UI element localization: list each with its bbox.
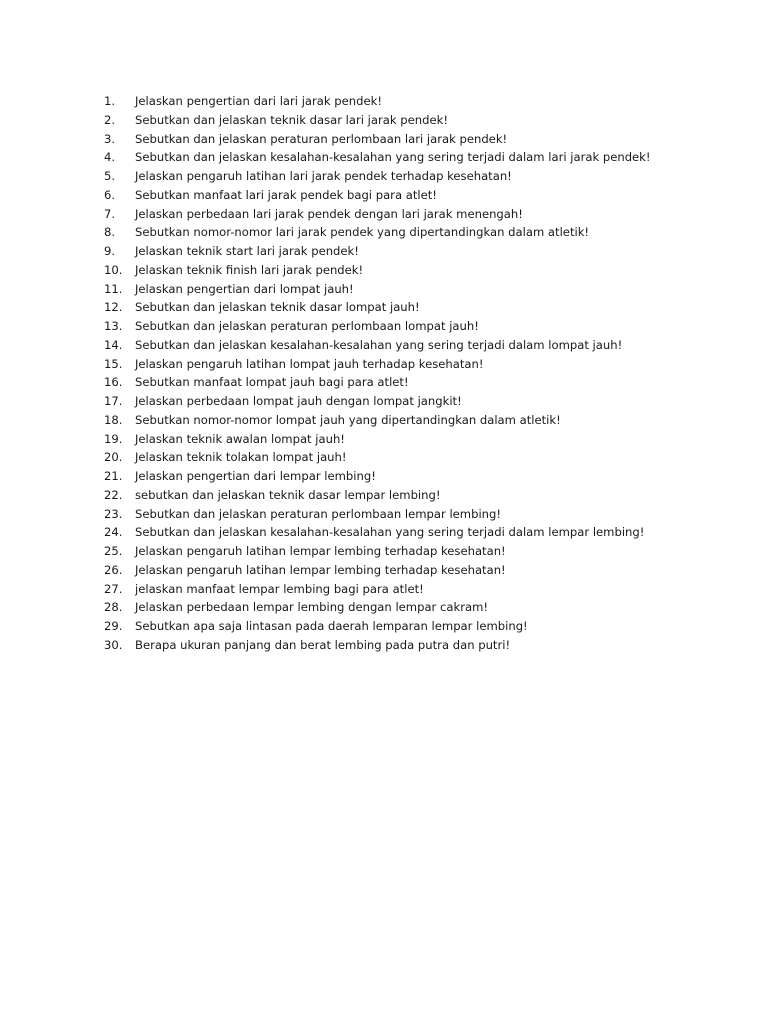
question-text: jelaskan manfaat lempar lembing bagi para atlet! [135, 581, 424, 596]
question-number: 25. [104, 544, 123, 558]
question-item [104, 92, 744, 111]
question-text: Jelaskan teknik finish lari jarak pendek! [135, 262, 364, 277]
question-number: 21. [104, 469, 123, 483]
question-text: Sebutkan dan jelaskan peraturan perlombaan lompat jauh! [135, 319, 479, 333]
question-item [104, 523, 744, 542]
question-item [104, 448, 744, 467]
question-item [104, 505, 744, 524]
question-item [104, 167, 744, 186]
question-item [104, 561, 744, 580]
question-item [104, 280, 744, 299]
question-text: Jelaskan pengertian dari lari jarak pendek! [135, 94, 382, 108]
question-text: Jelaskan pengaruh latihan lempar lembing terhadap kesehatan! [135, 562, 506, 577]
question-number: 8. [104, 225, 116, 240]
question-text: Jelaskan teknik tolakan lompat jauh! [135, 450, 347, 465]
question-text: Sebutkan dan jelaskan kesalahan-kesalahan yang sering terjadi dalam lempar lembing! [135, 525, 645, 540]
question-item [104, 205, 744, 224]
question-text: Sebutkan dan jelaskan kesalahan-kesalahan yang sering terjadi dalam lari jarak pendek! [135, 150, 651, 165]
question-number: 4. [104, 150, 116, 165]
question-item [104, 130, 744, 149]
question-number: 15. [104, 356, 123, 371]
question-number: 24. [104, 525, 123, 540]
question-text: Jelaskan pengaruh latihan lari jarak pendek terhadap kesehatan! [135, 169, 512, 183]
question-text: Jelaskan perbedaan lempar lembing dengan lempar cakram! [135, 600, 489, 615]
question-text: Jelaskan pengaruh latihan lempar lembing terhadap kesehatan! [135, 544, 506, 558]
question-number: 10. [104, 262, 123, 277]
question-text: Jelaskan pengaruh latihan lompat jauh terhadap kesehatan! [135, 356, 484, 371]
question-text: Sebutkan nomor-nomor lari jarak pendek yang dipertandingkan dalam atletik! [135, 225, 590, 240]
question-text: Sebutkan dan jelaskan kesalahan-kesalahan yang sering terjadi dalam lompat jauh! [135, 337, 623, 352]
question-item [104, 373, 744, 392]
question-number: 5. [104, 169, 116, 183]
question-item [104, 392, 744, 411]
question-item [104, 186, 744, 205]
question-item [104, 467, 744, 486]
question-item [104, 298, 744, 317]
question-text: Jelaskan perbedaan lompat jauh dengan lompat jangkit! [135, 394, 462, 408]
question-text: Berapa ukuran panjang dan berat lembing pada putra dan putri! [135, 637, 511, 652]
question-number: 23. [104, 506, 123, 521]
question-item [104, 542, 744, 561]
question-item [104, 486, 744, 505]
question-number: 17. [104, 394, 123, 408]
question-item [104, 598, 744, 617]
question-number: 7. [104, 206, 116, 221]
question-text: Sebutkan nomor-nomor lompat jauh yang dipertandingkan dalam atletik! [135, 412, 561, 427]
question-number: 11. [104, 281, 123, 296]
question-number: 29. [104, 619, 123, 633]
question-text: Jelaskan teknik start lari jarak pendek! [135, 244, 359, 258]
question-item [104, 411, 744, 430]
question-item [104, 317, 744, 336]
question-item [104, 111, 744, 130]
question-number: 20. [104, 450, 123, 465]
question-item [104, 148, 744, 167]
question-number: 14. [104, 337, 123, 352]
question-number: 22. [104, 487, 123, 502]
question-item [104, 336, 744, 355]
question-text: Jelaskan pengertian dari lompat jauh! [135, 281, 354, 296]
question-number: 30. [104, 637, 123, 652]
question-list [104, 92, 744, 655]
question-item [104, 430, 744, 449]
question-item [104, 636, 744, 655]
question-number: 27. [104, 581, 123, 596]
question-item [104, 242, 744, 261]
question-number: 2. [104, 112, 116, 127]
question-text: Sebutkan manfaat lari jarak pendek bagi para atlet! [135, 187, 437, 202]
question-number: 1. [104, 94, 116, 108]
question-text: Sebutkan dan jelaskan peraturan perlombaan lari jarak pendek! [135, 131, 508, 146]
question-item [104, 261, 744, 280]
question-text: Jelaskan teknik awalan lompat jauh! [135, 431, 345, 446]
question-number: 28. [104, 600, 123, 615]
question-number: 12. [104, 300, 123, 315]
question-text: Jelaskan pengertian dari lempar lembing! [135, 469, 376, 483]
question-number: 3. [104, 131, 116, 146]
question-text: Sebutkan dan jelaskan peraturan perlombaan lempar lembing! [135, 506, 502, 521]
question-number: 19. [104, 431, 123, 446]
question-item [104, 355, 744, 374]
question-number: 26. [104, 562, 123, 577]
question-number: 6. [104, 187, 116, 202]
question-number: 18. [104, 412, 123, 427]
question-number: 9. [104, 244, 116, 258]
question-text: Sebutkan dan jelaskan teknik dasar lari jarak pendek! [135, 112, 448, 127]
question-number: 16. [104, 375, 123, 390]
question-text: Sebutkan manfaat lompat jauh bagi para atlet! [135, 375, 409, 390]
question-text: Sebutkan dan jelaskan teknik dasar lompat jauh! [135, 300, 420, 315]
question-number: 13. [104, 319, 123, 333]
question-item [104, 580, 744, 599]
question-item [104, 617, 744, 636]
question-item [104, 223, 744, 242]
question-text: sebutkan dan jelaskan teknik dasar lempar lembing! [135, 487, 441, 502]
question-text: Jelaskan perbedaan lari jarak pendek dengan lari jarak menengah! [135, 206, 523, 221]
question-text: Sebutkan apa saja lintasan pada daerah lemparan lempar lembing! [135, 619, 528, 633]
